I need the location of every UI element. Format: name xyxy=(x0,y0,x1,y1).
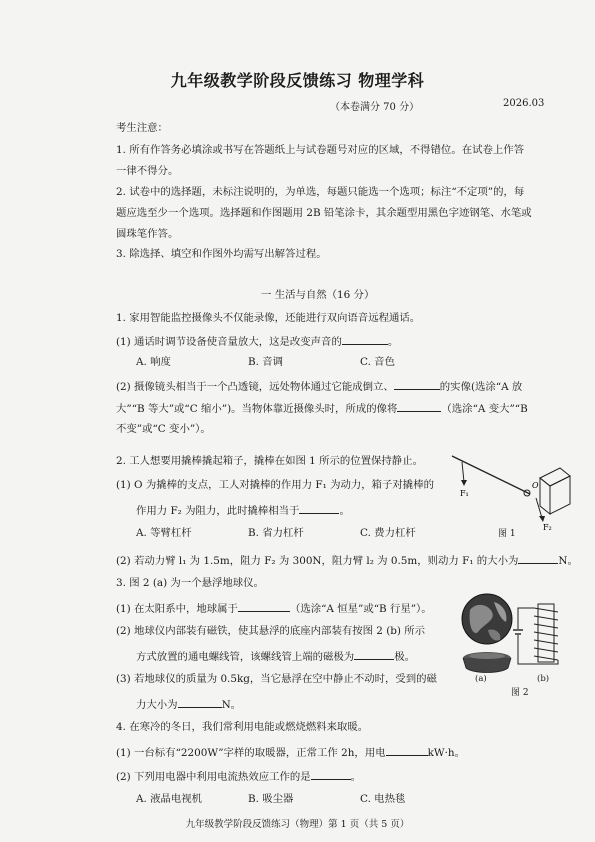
notice-line: 一律不得分。 xyxy=(116,165,179,177)
question-4-part-2: (2) 下列用电器中利用电流热效应工作的是 。 xyxy=(116,768,361,784)
exam-date: 2026.03 xyxy=(503,98,545,109)
question-4-stem: 4. 在寒冷的冬日，我们常利用电能或燃烧燃料来取暖。 xyxy=(116,721,369,733)
question-3-part-2: (2) 地球仪内部装有磁铁，使其悬浮的底座内部装有按图 2 (b) 所示 xyxy=(116,625,426,637)
question-3-part-1: (1) 在太阳系中，地球属于 （选涂“A 恒星”或“B 行星”）。 xyxy=(116,600,432,616)
question-2-part-1: (1) O 为撬棒的支点，工人对撬棒的作用力 F₁ 为动力，箱子对撬棒的 xyxy=(116,479,434,491)
base-ring xyxy=(469,653,505,659)
notice-line: 1. 所有作答务必填涂或书写在答题纸上与试卷题号对应的区域，不得错位。在试卷上作答 xyxy=(116,144,525,156)
question-1-part-1: (1) 通话时调节设备使音量放大，这是改变声音的 。 xyxy=(116,333,398,349)
answer-blank[interactable] xyxy=(299,502,339,514)
answer-blank[interactable] xyxy=(342,333,388,345)
question-2-options xyxy=(136,526,416,540)
option-c: C. 电热毯 xyxy=(360,793,406,805)
figure-2b-solenoid-circuit xyxy=(512,592,572,672)
option-a: A. 液晶电视机 xyxy=(136,793,203,805)
label-o: O xyxy=(532,481,539,490)
question-2-part-2: (2) 若动力臂 l₁ 为 1.5m，阻力 F₂ 为 300N，阻力臂 l₂ 为 0.5m，则动力 F₁ 的大小为 N。 xyxy=(116,552,578,568)
notice-line: 2. 试卷中的选择题，未标注说明的，为单选，每题只能选一个选项；标注“不定项”的，每 xyxy=(116,186,525,198)
score-note: （本卷满分 70 分） xyxy=(330,102,420,113)
section-title: 一 生活与自然（16 分） xyxy=(261,289,375,301)
question-1-options xyxy=(136,355,395,369)
notice-line: 题应选至少一个选项。选择题和作图题用 2B 铅笔涂卡，其余题型用黑色字迹钢笔、水笔或 xyxy=(116,207,532,219)
question-2-part-1-line-2: 作用力 F₂ 为阻力，此时撬棒相当于 。 xyxy=(136,502,350,518)
force-f1-arrow xyxy=(462,462,464,482)
answer-blank[interactable] xyxy=(311,768,351,780)
option-c: C. 费力杠杆 xyxy=(360,527,416,539)
question-3-part-3-line-2: 力大小为 N。 xyxy=(136,696,241,712)
figure-2-caption: 图 2 xyxy=(511,688,529,698)
answer-blank[interactable] xyxy=(178,696,222,708)
box-right xyxy=(550,476,570,514)
question-1-part-2-line-3: 不变”或“C 变小”）。 xyxy=(116,423,211,435)
option-b: B. 音调 xyxy=(248,356,284,368)
question-1-part-2-line-2: 大”“B 等大”或“C 缩小”)。当物体靠近摄像头时，所成的像将 （选涂“A 变大”“B xyxy=(116,400,528,416)
figure-2b-label: (b) xyxy=(537,674,550,684)
answer-blank[interactable] xyxy=(238,600,290,612)
question-1-stem: 1. 家用智能监控摄像头不仅能录像，还能进行双向语音远程通话。 xyxy=(116,312,421,324)
question-1-part-2: (2) 摄像镜头相当于一个凸透镜，远处物体通过它能成倒立、 的实像(选涂“A 放 xyxy=(116,378,522,394)
notice-line: 3. 除选择、填空和作图外均需写出解答过程。 xyxy=(116,248,327,260)
label-f2: F₂ xyxy=(543,523,552,532)
page-footer: 九年级教学阶段反馈练习（物理）第 1 页（共 5 页） xyxy=(185,819,410,830)
arrow-head xyxy=(461,480,467,486)
answer-blank[interactable] xyxy=(386,744,428,756)
arrow-head xyxy=(539,516,545,522)
option-a: A. 响度 xyxy=(136,356,171,368)
option-b: B. 吸尘器 xyxy=(248,793,294,805)
base-body xyxy=(463,658,511,673)
figure-2a-floating-globe xyxy=(458,592,518,680)
option-c: C. 音色 xyxy=(360,356,395,368)
notice-line: 圆珠笔作答。 xyxy=(116,228,179,240)
answer-blank[interactable] xyxy=(518,552,558,564)
force-f2-arrow xyxy=(536,498,542,518)
answer-blank[interactable] xyxy=(397,400,441,412)
option-b: B. 省力杠杆 xyxy=(248,527,304,539)
figure-2a-label: (a) xyxy=(475,674,487,684)
page-title: 九年级教学阶段反馈练习 物理学科 xyxy=(170,71,425,90)
question-2-stem: 2. 工人想要用撬棒撬起箱子，撬棒在如图 1 所示的位置保持静止。 xyxy=(116,455,423,467)
question-3-part-2-line-2: 方式放置的通电螺线管，该螺线管上端的磁极为 极。 xyxy=(136,648,415,664)
option-a: A. 等臂杠杆 xyxy=(136,527,192,539)
question-3-stem: 3. 图 2 (a) 为一个悬浮地球仪。 xyxy=(116,577,264,589)
question-4-part-1: (1) 一台标有“2200W”字样的取暖器，正常工作 2h，用电 kW·h。 xyxy=(116,744,465,760)
question-3-part-3: (3) 若地球仪的质量为 0.5kg，当它悬浮在空中静止不动时，受到的磁 xyxy=(116,673,437,685)
figure-1-caption: 图 1 xyxy=(498,529,516,539)
answer-blank[interactable] xyxy=(354,648,394,660)
answer-blank[interactable] xyxy=(394,378,440,390)
label-f1: F₁ xyxy=(460,489,469,498)
box-left xyxy=(540,478,550,514)
question-4-options xyxy=(136,792,405,806)
circuit-wire xyxy=(518,608,534,629)
notice-heading: 考生注意： xyxy=(116,122,168,134)
